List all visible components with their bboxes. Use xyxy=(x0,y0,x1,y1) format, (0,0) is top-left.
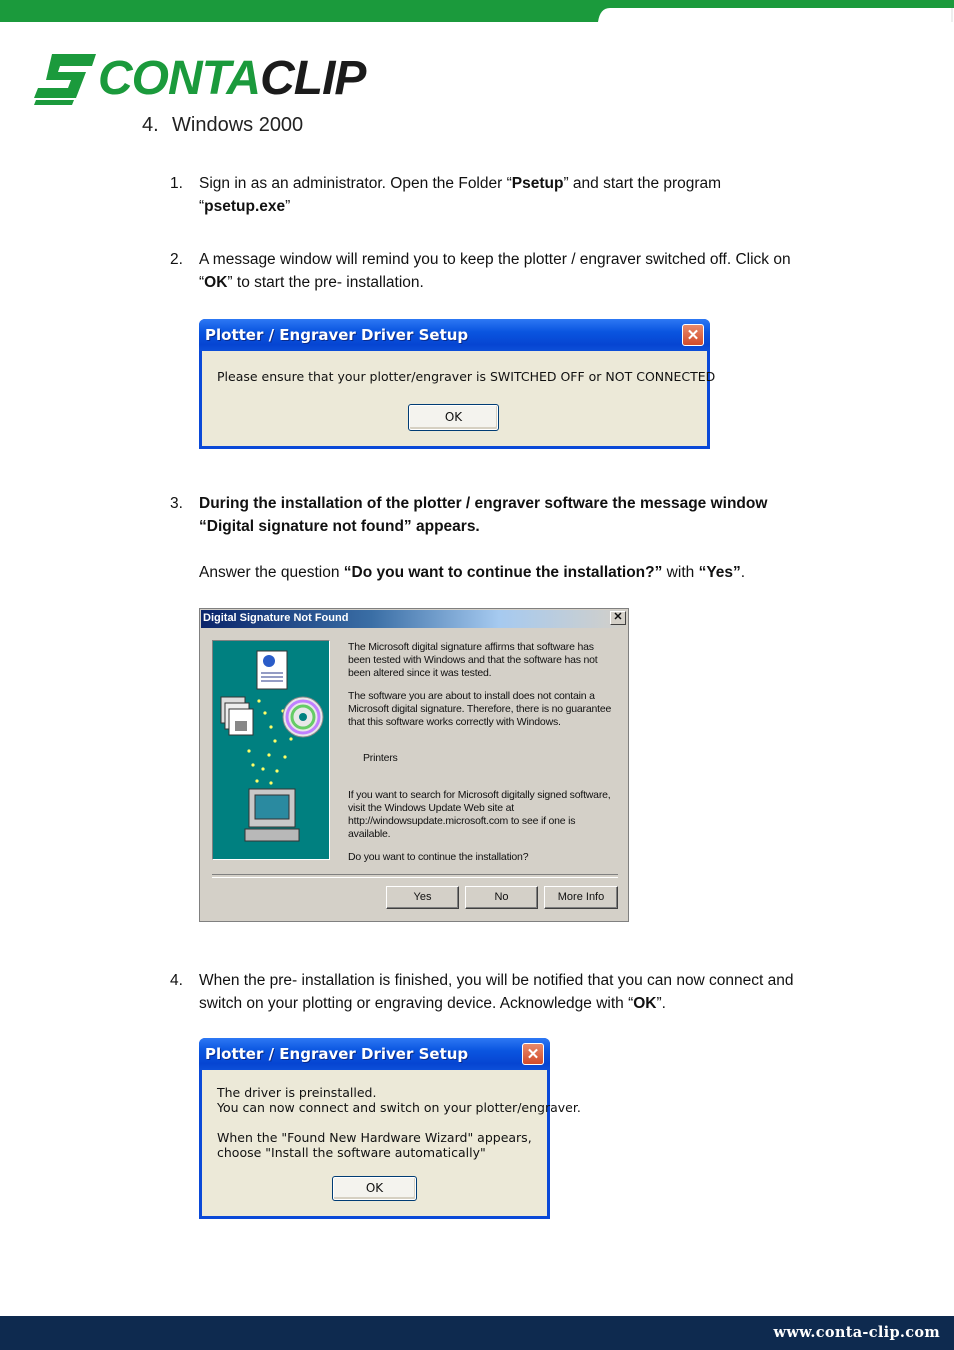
logo-mark-icon xyxy=(34,52,100,106)
logo-wordmark: CONTACLIP xyxy=(98,52,366,105)
company-logo xyxy=(34,52,374,106)
ok-button[interactable]: OK xyxy=(332,1176,417,1201)
dialog-client xyxy=(202,1070,581,1216)
step-4: 4. When the pre- installation is finished, you will be notified that you can now connect and switch on your plotting or engraving device. Acknowledge with “OK”. xyxy=(170,972,794,1012)
dialog-message: The driver is preinstalled. You can now connect and switch on your plotter/engraver. When the "Found New Hardware Wizard" appears, choose "Install the software automatically" xyxy=(217,1085,581,1160)
footer-url[interactable]: www.conta-clip.com xyxy=(773,1324,940,1341)
driver-setup-dialog-1 xyxy=(199,319,716,449)
device-class-label: Printers xyxy=(363,752,398,764)
more-info-button[interactable]: More Info xyxy=(544,886,618,909)
section-heading: 4. Windows 2000 xyxy=(142,114,304,136)
close-icon[interactable]: ✕ xyxy=(610,611,626,625)
signature-info-text: The Microsoft digital signature affirms that software has been tested with Windows and that the software has not been altered since it was tested. xyxy=(348,641,598,679)
step-2: 2. A message window will remind you to keep the plotter / engraver switched off. Click on “OK” to start the pre- installation. xyxy=(170,251,791,291)
divider xyxy=(212,874,618,878)
dialog-client xyxy=(202,351,716,446)
close-icon[interactable]: ✕ xyxy=(682,324,704,346)
digital-signature-dialog xyxy=(199,608,629,922)
setup-illustration xyxy=(212,640,330,860)
footer-bar xyxy=(0,1316,954,1350)
no-button[interactable]: No xyxy=(465,886,538,909)
windows-update-text: If you want to search for Microsoft digitally signed software, visit the Windows Update Web site at http://windowsupdate.microsoft.com to see if one is available. xyxy=(348,789,611,840)
no-signature-warning-text: The software you are about to install does not contain a Microsoft digital signature. Therefore, there is no guarantee that this software works correctly with Windows. xyxy=(348,690,612,728)
dialog-title-bar: Plotter / Engraver Driver Setup xyxy=(199,1038,550,1070)
step-1: 1. Sign in as an administrator. Open the Folder “Psetup” and start the program “psetup.exe” xyxy=(170,175,722,215)
ok-button[interactable]: OK xyxy=(408,404,499,431)
header-accent-bar xyxy=(0,0,954,22)
dialog-title-bar: Digital Signature Not Found xyxy=(201,610,627,628)
driver-setup-dialog-2 xyxy=(199,1038,581,1219)
dialog-message: Please ensure that your plotter/engraver is SWITCHED OFF or NOT CONNECTED xyxy=(217,369,716,384)
close-icon[interactable]: ✕ xyxy=(522,1043,544,1065)
computer-disk-illustration-icon xyxy=(213,641,329,859)
step-3: 3. During the installation of the plotter / engraver software the message window “Digital signature not found” appears. Answer the question “Do you want to continue the installation?” with “Yes”. xyxy=(170,495,768,581)
dialog-title-bar: Plotter / Engraver Driver Setup xyxy=(199,319,710,351)
yes-button[interactable]: Yes xyxy=(386,886,459,909)
continue-question: Do you want to continue the installation? xyxy=(348,851,529,863)
